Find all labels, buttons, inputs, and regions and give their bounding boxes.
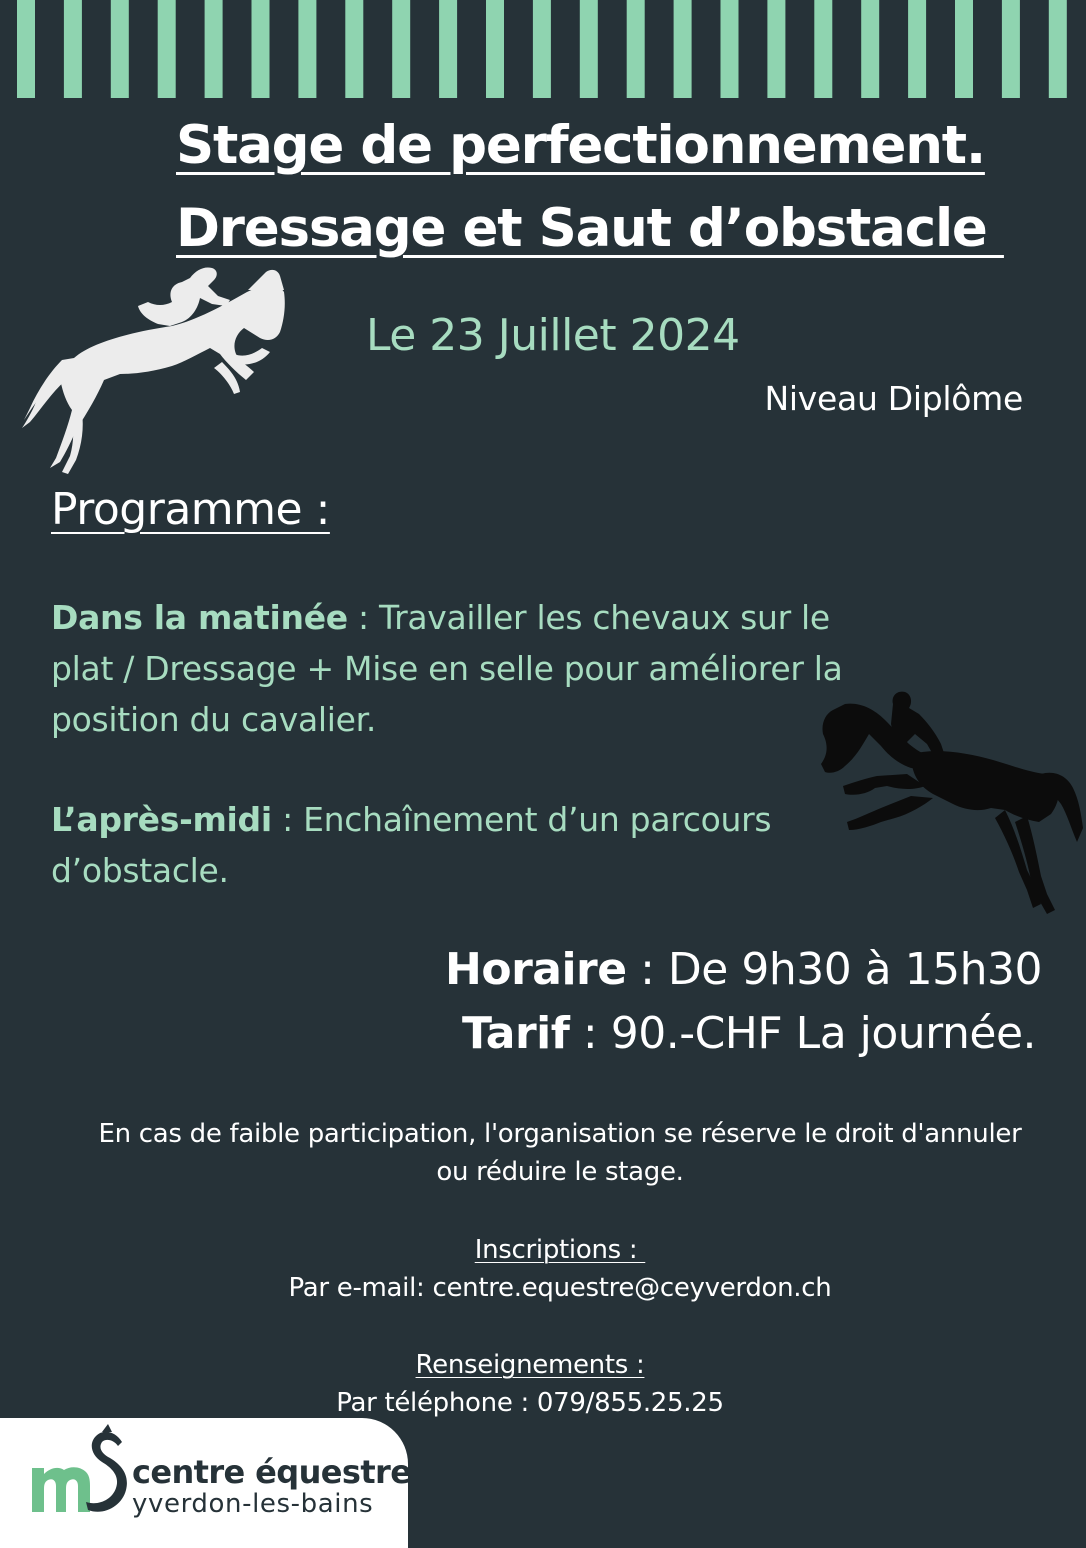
- stripe-bar: [1049, 0, 1067, 98]
- stripe-bar: [767, 0, 785, 98]
- price-value: : 90.-CHF La journée.: [569, 1008, 1036, 1059]
- renseignements-block: [60, 1346, 1000, 1422]
- stripe-bar: [158, 0, 176, 98]
- level-label: Niveau Diplôme: [764, 379, 1023, 418]
- stripe-bar: [486, 0, 504, 98]
- participation-note: En cas de faible participation, l'organisation se réserve le droit d'annuler ou réduire le stage.: [98, 1119, 1022, 1187]
- price-label: Tarif: [461, 1008, 570, 1059]
- logo-name: centre équestre: [132, 1453, 412, 1491]
- stripe-bar: [205, 0, 223, 98]
- afternoon-text: : Enchaînement d’un parcours d’obstacle.: [51, 800, 772, 890]
- programme-heading: Programme :: [51, 484, 330, 535]
- stripe-bar: [627, 0, 645, 98]
- inscriptions-email[interactable]: Par e-mail: centre.equestre@ceyverdon.ch: [288, 1273, 832, 1303]
- stripe-bar: [674, 0, 692, 98]
- hours-label: Horaire: [445, 944, 627, 995]
- jumping-horse-white-icon: [22, 262, 288, 476]
- stripe-bar: [17, 0, 35, 98]
- inscriptions-block: [90, 1231, 1030, 1307]
- afternoon-label: L’après-midi: [51, 800, 272, 839]
- stripe-bar: [64, 0, 82, 98]
- stripe-bar: [439, 0, 457, 98]
- hours-value: : De 9h30 à 15h30: [626, 944, 1042, 995]
- schedule-price: [462, 1002, 1036, 1066]
- morning-label: Dans la matinée: [51, 598, 348, 637]
- renseignements-phone[interactable]: Par téléphone : 079/855.25.25: [336, 1388, 724, 1418]
- stripe-bar: [298, 0, 316, 98]
- stripe-bar: [814, 0, 832, 98]
- morning-paragraph: [51, 592, 871, 745]
- stripe-bar: [392, 0, 410, 98]
- stripe-bar: [345, 0, 363, 98]
- afternoon-paragraph: [51, 794, 871, 896]
- logo-place: yverdon-les-bains: [132, 1489, 374, 1519]
- stripe-bar: [908, 0, 926, 98]
- stripe-bar: [955, 0, 973, 98]
- title-line-1: Stage de perfectionnement.: [176, 115, 985, 176]
- stripe-bar: [111, 0, 129, 98]
- stripe-bar: [721, 0, 739, 98]
- schedule-hours: [445, 938, 1042, 1002]
- stripe-bar: [252, 0, 270, 98]
- morning-text: : Travailler les chevaux sur le plat / Dressage + Mise en selle pour améliorer la position du cavalier.: [51, 598, 843, 739]
- centre-equestre-logo-mark-icon: [28, 1424, 132, 1524]
- stripe-bar: [580, 0, 598, 98]
- stripe-bar: [1002, 0, 1020, 98]
- stripe-bar: [861, 0, 879, 98]
- page-title: [176, 104, 1036, 270]
- event-date: Le 23 Juillet 2024: [366, 310, 740, 361]
- title-line-2: Dressage et Saut d’obstacle: [176, 198, 1004, 259]
- renseignements-heading: Renseignements :: [415, 1350, 645, 1380]
- inscriptions-heading: Inscriptions :: [474, 1235, 646, 1265]
- stripe-bar: [533, 0, 551, 98]
- jumping-horse-dark-icon: [815, 690, 1085, 918]
- top-stripe-band: [0, 0, 1086, 98]
